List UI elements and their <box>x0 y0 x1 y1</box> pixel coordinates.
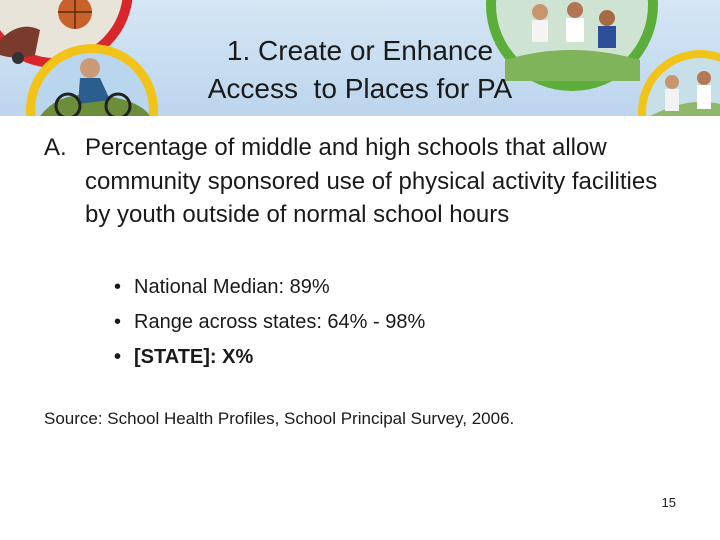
list-item-state <box>114 340 425 375</box>
main-point <box>44 131 684 232</box>
bullet-icon: • <box>114 346 122 368</box>
list-item-text: [STATE]: X% <box>134 346 254 368</box>
bullet-icon: • <box>114 276 122 298</box>
walkers-photo <box>638 50 720 116</box>
bullet-icon: • <box>114 311 122 333</box>
stats-list <box>114 270 425 375</box>
main-point-text: Percentage of middle and high schools that allow community sponsored use of physical activity facilities by youth outside of normal school hours <box>85 134 658 228</box>
list-item-national-median <box>114 270 425 305</box>
list-item-range <box>114 305 425 340</box>
title-line-2: Access to Places for PA <box>207 73 513 104</box>
list-item-text: Range across states: 64% - 98% <box>134 311 426 333</box>
title-line-1: 1. Create or Enhance <box>226 35 494 66</box>
header-banner <box>0 0 720 116</box>
list-item-text: National Median: 89% <box>134 276 330 298</box>
source-citation: Source: School Health Profiles, School Principal Survey, 2006. <box>44 409 515 428</box>
main-point-marker: A. <box>44 134 67 161</box>
page-number: 15 <box>661 495 676 510</box>
slide-title <box>160 32 560 108</box>
